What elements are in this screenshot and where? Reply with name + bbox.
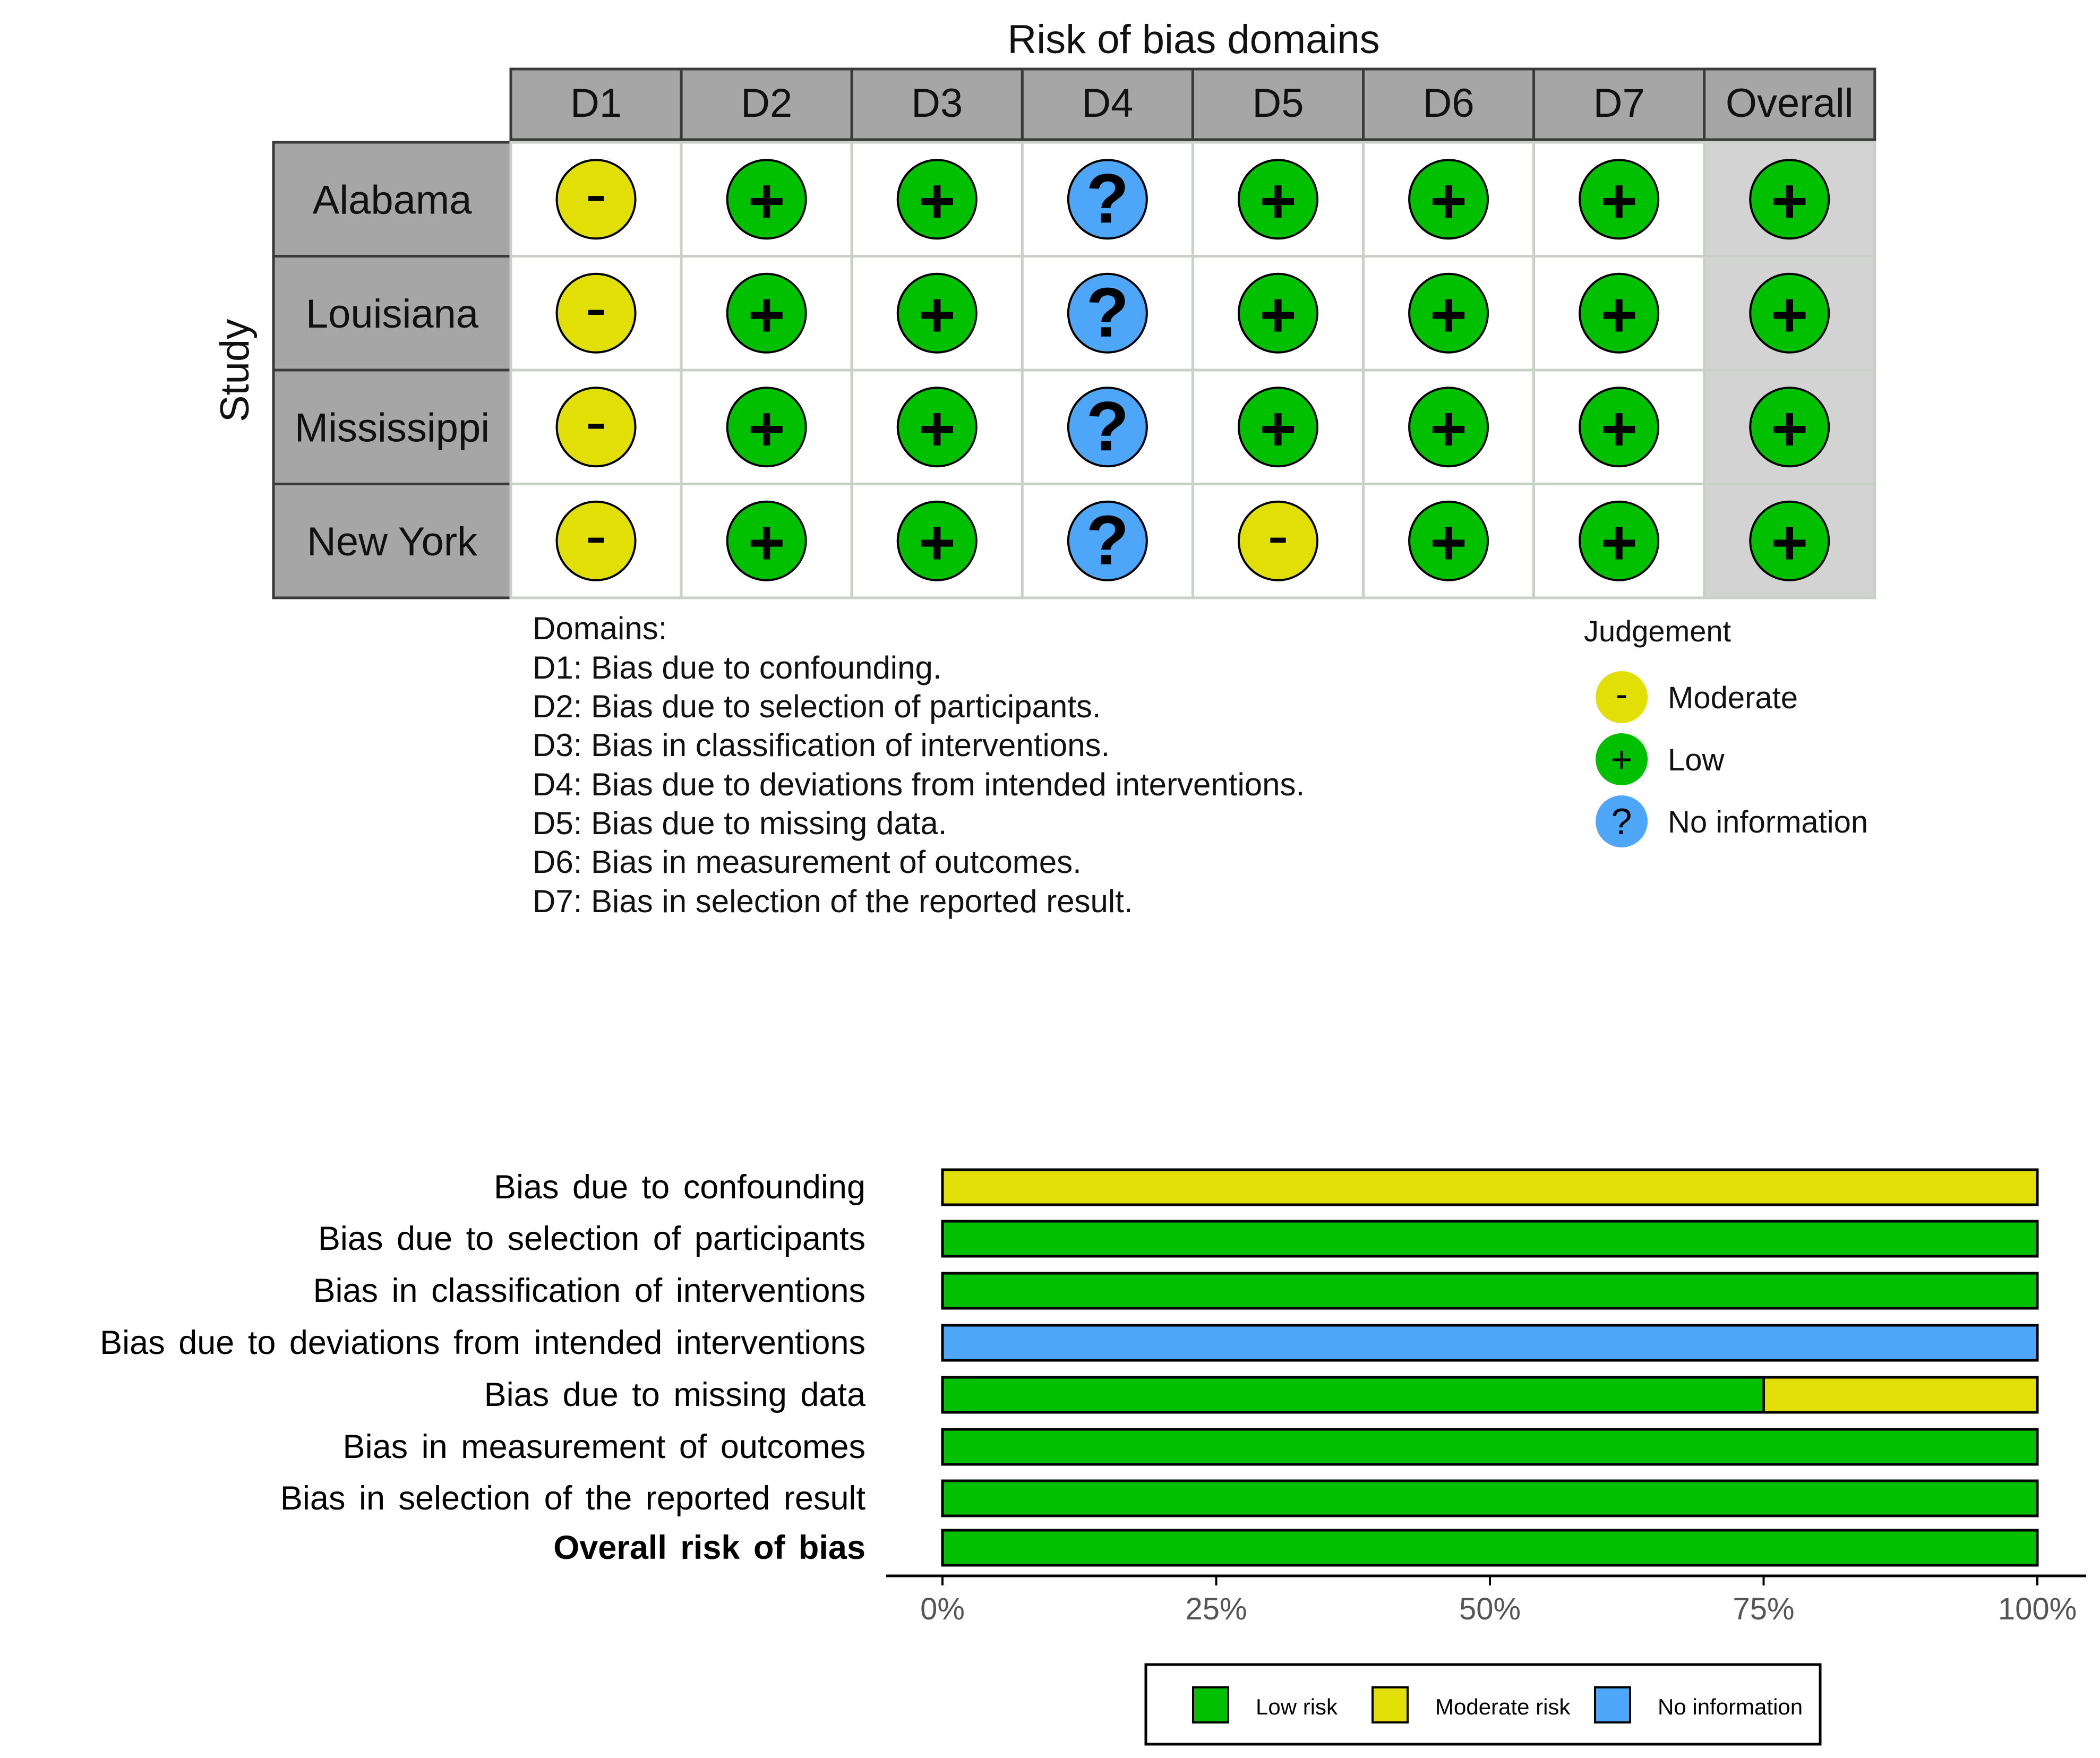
judgement-symbol: ?: [1086, 387, 1129, 466]
bar-segment-moderate: [942, 1170, 2037, 1205]
bar-label-bias-due-to-deviations-from-intended-interventions: Bias due to deviations from intended interventions: [100, 1324, 865, 1361]
judgement-symbol: +: [748, 507, 785, 578]
domain-header-row: [511, 69, 1875, 140]
stacked-bars: [942, 1170, 2037, 1565]
domains-heading: Domains:: [533, 611, 667, 646]
judgement-symbol: +: [1600, 393, 1638, 465]
domain-note-d3: D3: Bias in classification of interventions.: [533, 727, 1110, 763]
legend-symbol: +: [1610, 739, 1633, 780]
domain-note-d1: D1: Bias due to confounding.: [533, 650, 942, 685]
domain-note-d5: D5: Bias due to missing data.: [533, 805, 947, 841]
legend-symbol: -: [1615, 673, 1628, 715]
x-tick-label: 100%: [1998, 1592, 2077, 1626]
legend-label-moderate: Moderate: [1668, 681, 1798, 715]
x-tick-label: 75%: [1733, 1592, 1795, 1626]
header-label-d5: D5: [1252, 81, 1304, 126]
legend-label-low: Low: [1668, 743, 1725, 777]
judgement-symbol: +: [1771, 165, 1808, 237]
judgement-symbol: +: [1771, 507, 1808, 578]
judgement-symbol: -: [585, 158, 607, 229]
judgement-symbol: +: [748, 393, 785, 465]
judgement-legend-title: Judgement: [1584, 614, 1732, 648]
judgement-symbol: -: [1267, 499, 1289, 571]
bar-legend-label-no-information: No information: [1658, 1694, 1803, 1719]
judgement-symbol: +: [748, 279, 785, 350]
study-label-louisiana: Louisiana: [305, 291, 479, 337]
judgement-symbol: +: [1259, 393, 1297, 465]
bar-label-bias-in-measurement-of-outcomes: Bias in measurement of outcomes: [342, 1428, 865, 1465]
bar-legend-swatch-no-information: [1595, 1687, 1630, 1722]
judgement-symbol: +: [918, 279, 956, 350]
x-tick-label: 50%: [1459, 1592, 1521, 1626]
bar-segment-low: [942, 1429, 2037, 1464]
study-axis-label: Study: [212, 319, 258, 423]
domain-labels: [100, 1169, 866, 1566]
judgement-symbol: ?: [1086, 273, 1129, 351]
judgement-symbol: +: [918, 507, 956, 578]
domain-notes: [533, 611, 1305, 919]
bar-label-bias-due-to-confounding: Bias due to confounding: [493, 1169, 865, 1206]
bar-legend-label-moderate: Moderate risk: [1435, 1694, 1571, 1719]
bar-segment-low: [942, 1273, 2037, 1308]
judgement-symbol: +: [1771, 393, 1808, 465]
judgement-symbol: +: [918, 393, 956, 465]
judgement-symbol: -: [585, 499, 607, 571]
bar-segment-moderate: [1764, 1377, 2038, 1412]
judgement-symbol: +: [1600, 279, 1638, 350]
bar-label-overall-risk-of-bias: Overall risk of bias: [553, 1529, 865, 1566]
judgement-symbol: -: [585, 271, 607, 343]
study-label-alabama: Alabama: [312, 177, 472, 223]
bar-segment-low: [942, 1377, 1764, 1412]
bar-legend-swatch-moderate: [1373, 1687, 1408, 1722]
study-label-mississippi: Mississippi: [294, 405, 490, 451]
header-label-d6: D6: [1422, 81, 1475, 126]
bar-segment-low: [942, 1530, 2037, 1565]
bar-segment-low: [942, 1221, 2037, 1256]
traffic-light-plot: [212, 17, 1875, 598]
x-tick-label: 25%: [1185, 1592, 1247, 1626]
judgement-symbol: +: [748, 165, 785, 237]
bar-label-bias-due-to-missing-data: Bias due to missing data: [484, 1376, 865, 1413]
header-label-overall: Overall: [1725, 81, 1854, 126]
judgement-symbol: +: [1600, 165, 1638, 237]
judgement-symbol: +: [1430, 279, 1468, 350]
domain-note-d2: D2: Bias due to selection of participants.: [533, 689, 1101, 724]
bar-legend-label-low: Low risk: [1256, 1694, 1338, 1719]
judgement-symbol: +: [1259, 165, 1297, 237]
judgement-symbol: +: [1771, 279, 1808, 350]
judgement-symbol: -: [585, 385, 607, 457]
judgement-symbol: +: [1430, 165, 1468, 237]
header-label-d4: D4: [1082, 81, 1134, 126]
judgement-symbol: +: [1430, 393, 1468, 465]
header-label-d7: D7: [1593, 81, 1645, 126]
study-label-column: [273, 142, 511, 598]
x-tick-label: 0%: [920, 1592, 965, 1626]
study-label-new-york: New York: [306, 519, 478, 564]
header-label-d2: D2: [741, 81, 793, 126]
domain-note-d4: D4: Bias due to deviations from intended interventions.: [533, 767, 1305, 802]
bar-segment-low: [942, 1481, 2037, 1516]
domain-note-d6: D6: Bias in measurement of outcomes.: [533, 844, 1082, 880]
x-axis-ticks: [920, 1576, 2077, 1626]
traffic-light-title: Risk of bias domains: [1007, 17, 1380, 62]
bar-label-bias-in-selection-of-the-reported-result: Bias in selection of the reported result: [280, 1480, 865, 1517]
bar-label-bias-due-to-selection-of-participants: Bias due to selection of participants: [318, 1220, 865, 1257]
header-label-d1: D1: [570, 81, 622, 126]
judgement-symbol: +: [1600, 507, 1638, 578]
header-label-d3: D3: [911, 81, 963, 126]
bar-segment-no-information: [942, 1325, 2037, 1360]
legend-symbol: ?: [1611, 801, 1632, 842]
judgement-legend: [1584, 614, 1868, 847]
judgement-grid: [511, 142, 1875, 598]
judgement-symbol: +: [1259, 279, 1297, 350]
summary-bar-plot: [100, 1169, 2086, 1744]
domain-note-d7: D7: Bias in selection of the reported result.: [533, 884, 1133, 919]
bar-legend-swatch-low: [1193, 1687, 1228, 1722]
bar-legend: [1146, 1665, 1820, 1744]
judgement-symbol: +: [1430, 507, 1468, 578]
judgement-symbol: ?: [1086, 501, 1129, 579]
bar-label-bias-in-classification-of-interventions: Bias in classification of interventions: [313, 1272, 865, 1309]
judgement-symbol: +: [918, 165, 956, 237]
judgement-symbol: ?: [1086, 159, 1129, 238]
legend-label-no-information: No information: [1668, 805, 1868, 839]
